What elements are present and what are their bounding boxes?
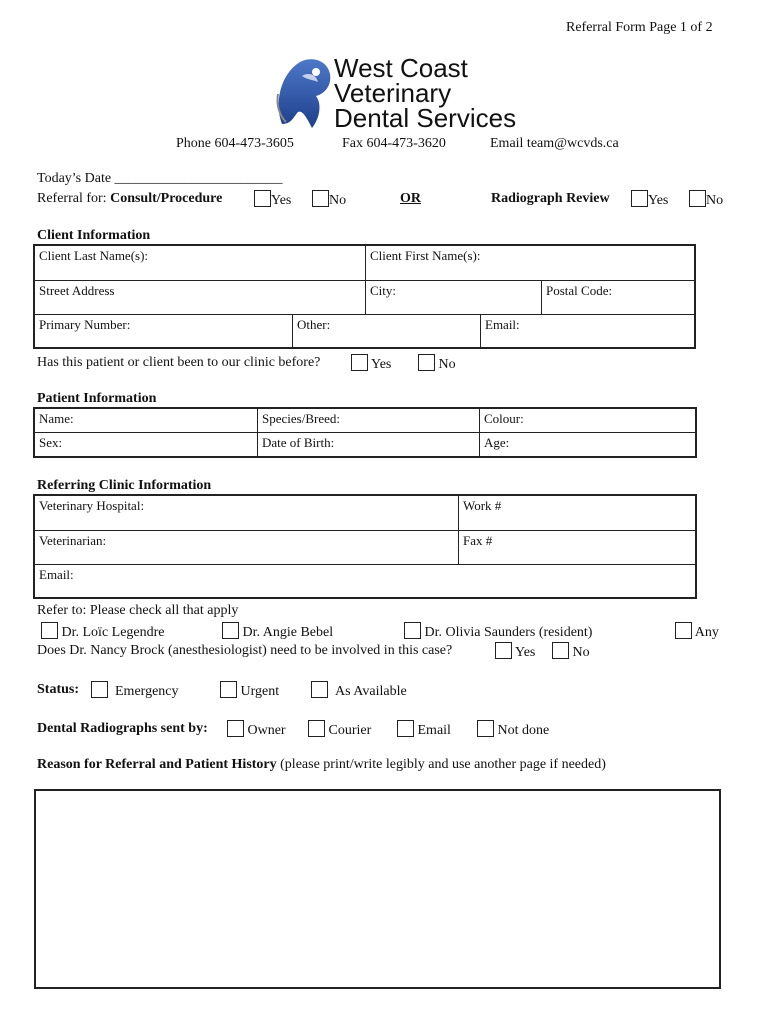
brock-yes-checkbox[interactable] — [495, 642, 512, 659]
saunders-label: Dr. Olivia Saunders (resident) — [424, 625, 593, 640]
not-done-checkbox[interactable] — [477, 720, 494, 737]
client-row-address — [35, 281, 694, 315]
reason-hint: (please print/write legibly and use another page if needed) — [280, 757, 606, 772]
any-label: Any — [694, 625, 719, 640]
client-email-field[interactable]: Email: — [480, 315, 694, 347]
bebel-checkbox[interactable] — [222, 622, 239, 639]
not-done-option[interactable] — [477, 720, 549, 739]
legendre-option[interactable] — [41, 622, 165, 641]
urgent-checkbox[interactable] — [220, 681, 237, 698]
or-label: OR — [400, 191, 421, 206]
radiograph-review-label: Radiograph Review — [491, 191, 610, 206]
legendre-label: Dr. Loïc Legendre — [61, 625, 165, 640]
owner-label: Owner — [247, 723, 286, 738]
fax-text: Fax 604-473-3620 — [342, 136, 446, 151]
emergency-option[interactable] — [91, 681, 179, 700]
radiograph-yes-option[interactable] — [631, 190, 668, 209]
clinic-row-1 — [35, 496, 695, 531]
patient-row-1 — [35, 409, 695, 433]
as-available-option[interactable] — [311, 681, 407, 700]
age-field[interactable]: Age: — [479, 433, 695, 456]
refer-to-label: Refer to: Please check all that apply — [37, 603, 239, 618]
been-before-yes-label: Yes — [370, 357, 392, 372]
client-info-table — [33, 244, 696, 349]
client-info-heading: Client Information — [37, 228, 151, 243]
consult-no-label: No — [329, 193, 347, 208]
legendre-checkbox[interactable] — [41, 622, 58, 639]
fax-number-field[interactable]: Fax # — [458, 531, 695, 564]
veterinary-hospital-field[interactable]: Veterinary Hospital: — [39, 498, 145, 513]
patient-info-table — [33, 407, 697, 458]
radiograph-yes-checkbox[interactable] — [631, 190, 648, 207]
radiograph-no-option[interactable] — [689, 190, 723, 209]
primary-number-field[interactable]: Primary Number: — [39, 317, 131, 332]
client-row-contact — [35, 315, 694, 347]
reason-label: Reason for Referral and Patient History — [37, 757, 277, 772]
brock-question: Does Dr. Nancy Brock (anesthesiologist) need to be involved in this case? — [37, 643, 453, 658]
radiograph-no-checkbox[interactable] — [689, 190, 706, 207]
page-label: Referral Form Page 1 of 2 — [566, 20, 713, 35]
any-option[interactable] — [675, 622, 719, 641]
client-row-names — [35, 246, 694, 281]
clinic-email-field[interactable]: Email: — [39, 567, 74, 582]
reason-row — [37, 757, 606, 773]
radiographs-sent-label: Dental Radiographs sent by: — [37, 721, 208, 736]
emergency-checkbox[interactable] — [91, 681, 108, 698]
email-checkbox[interactable] — [397, 720, 414, 737]
emergency-label: Emergency — [115, 684, 179, 699]
city-field[interactable]: City: — [365, 281, 541, 314]
street-address-field[interactable]: Street Address — [39, 283, 115, 298]
bebel-option[interactable] — [222, 622, 333, 641]
radiograph-no-label: No — [706, 193, 724, 208]
logo-line-2: Veterinary — [334, 78, 452, 108]
consult-label: Consult/Procedure — [110, 191, 223, 206]
any-checkbox[interactable] — [675, 622, 692, 639]
email-option[interactable] — [397, 720, 451, 739]
colour-field[interactable]: Colour: — [479, 409, 695, 432]
not-done-label: Not done — [497, 723, 550, 738]
work-number-field[interactable]: Work # — [458, 496, 695, 530]
radiograph-yes-label: Yes — [648, 193, 669, 208]
saunders-option[interactable] — [404, 622, 592, 641]
brock-yes-label: Yes — [514, 645, 536, 660]
clinic-row-2 — [35, 531, 695, 565]
been-before-no-checkbox[interactable] — [418, 354, 435, 371]
patient-row-2 — [35, 433, 695, 456]
consult-yes-label: Yes — [271, 193, 292, 208]
urgent-label: Urgent — [240, 684, 280, 699]
urgent-option[interactable] — [220, 681, 279, 700]
brock-no-option[interactable] — [552, 642, 590, 661]
date-of-birth-field[interactable]: Date of Birth: — [257, 433, 479, 456]
species-breed-field[interactable]: Species/Breed: — [257, 409, 479, 432]
brock-yes-option[interactable] — [495, 642, 535, 661]
owner-option[interactable] — [227, 720, 286, 739]
client-first-name-field[interactable]: Client First Name(s): — [365, 246, 694, 280]
consult-no-option[interactable] — [312, 190, 346, 209]
brock-no-label: No — [572, 645, 590, 660]
veterinarian-field[interactable]: Veterinarian: — [39, 533, 107, 548]
courier-label: Courier — [328, 723, 372, 738]
phone-text: Phone 604-473-3605 — [176, 136, 294, 151]
clinic-row-3 — [35, 565, 695, 597]
patient-info-heading: Patient Information — [37, 391, 157, 406]
email-text: Email team@wcvds.ca — [490, 136, 619, 151]
bebel-label: Dr. Angie Bebel — [242, 625, 334, 640]
saunders-checkbox[interactable] — [404, 622, 421, 639]
brock-no-checkbox[interactable] — [552, 642, 569, 659]
logo-line-1: West Coast — [334, 53, 468, 83]
patient-name-field[interactable]: Name: — [39, 411, 74, 426]
courier-option[interactable] — [308, 720, 371, 739]
clinic-info-heading: Referring Clinic Information — [37, 478, 212, 493]
as-available-checkbox[interactable] — [311, 681, 328, 698]
courier-checkbox[interactable] — [308, 720, 325, 737]
been-before-no-option[interactable] — [418, 354, 456, 373]
clinic-info-table — [33, 494, 697, 599]
referral-for-row — [37, 191, 222, 207]
postal-code-field[interactable]: Postal Code: — [541, 281, 694, 314]
email-option-label: Email — [417, 723, 451, 738]
sex-field[interactable]: Sex: — [39, 435, 63, 450]
consult-yes-checkbox[interactable] — [254, 190, 271, 207]
todays-date-line[interactable]: Today’s Date ________________________ — [37, 171, 283, 186]
other-number-field[interactable]: Other: — [292, 315, 480, 347]
reason-textarea[interactable] — [34, 789, 721, 989]
consult-no-checkbox[interactable] — [312, 190, 329, 207]
owner-checkbox[interactable] — [227, 720, 244, 737]
logo-tooth-icon — [272, 54, 338, 134]
been-before-yes-option[interactable] — [351, 354, 391, 373]
been-before-no-label: No — [438, 357, 456, 372]
been-before-yes-checkbox[interactable] — [351, 354, 368, 371]
consult-yes-option[interactable] — [254, 190, 291, 209]
referral-for-label: Referral for: — [37, 191, 107, 206]
status-label: Status: — [37, 682, 80, 697]
logo-line-3: Dental Services — [334, 103, 517, 133]
client-last-name-field[interactable]: Client Last Name(s): — [39, 248, 149, 263]
as-available-label: As Available — [335, 684, 407, 699]
been-before-question: Has this patient or client been to our clinic before? — [37, 355, 321, 370]
logo-text — [334, 53, 517, 133]
